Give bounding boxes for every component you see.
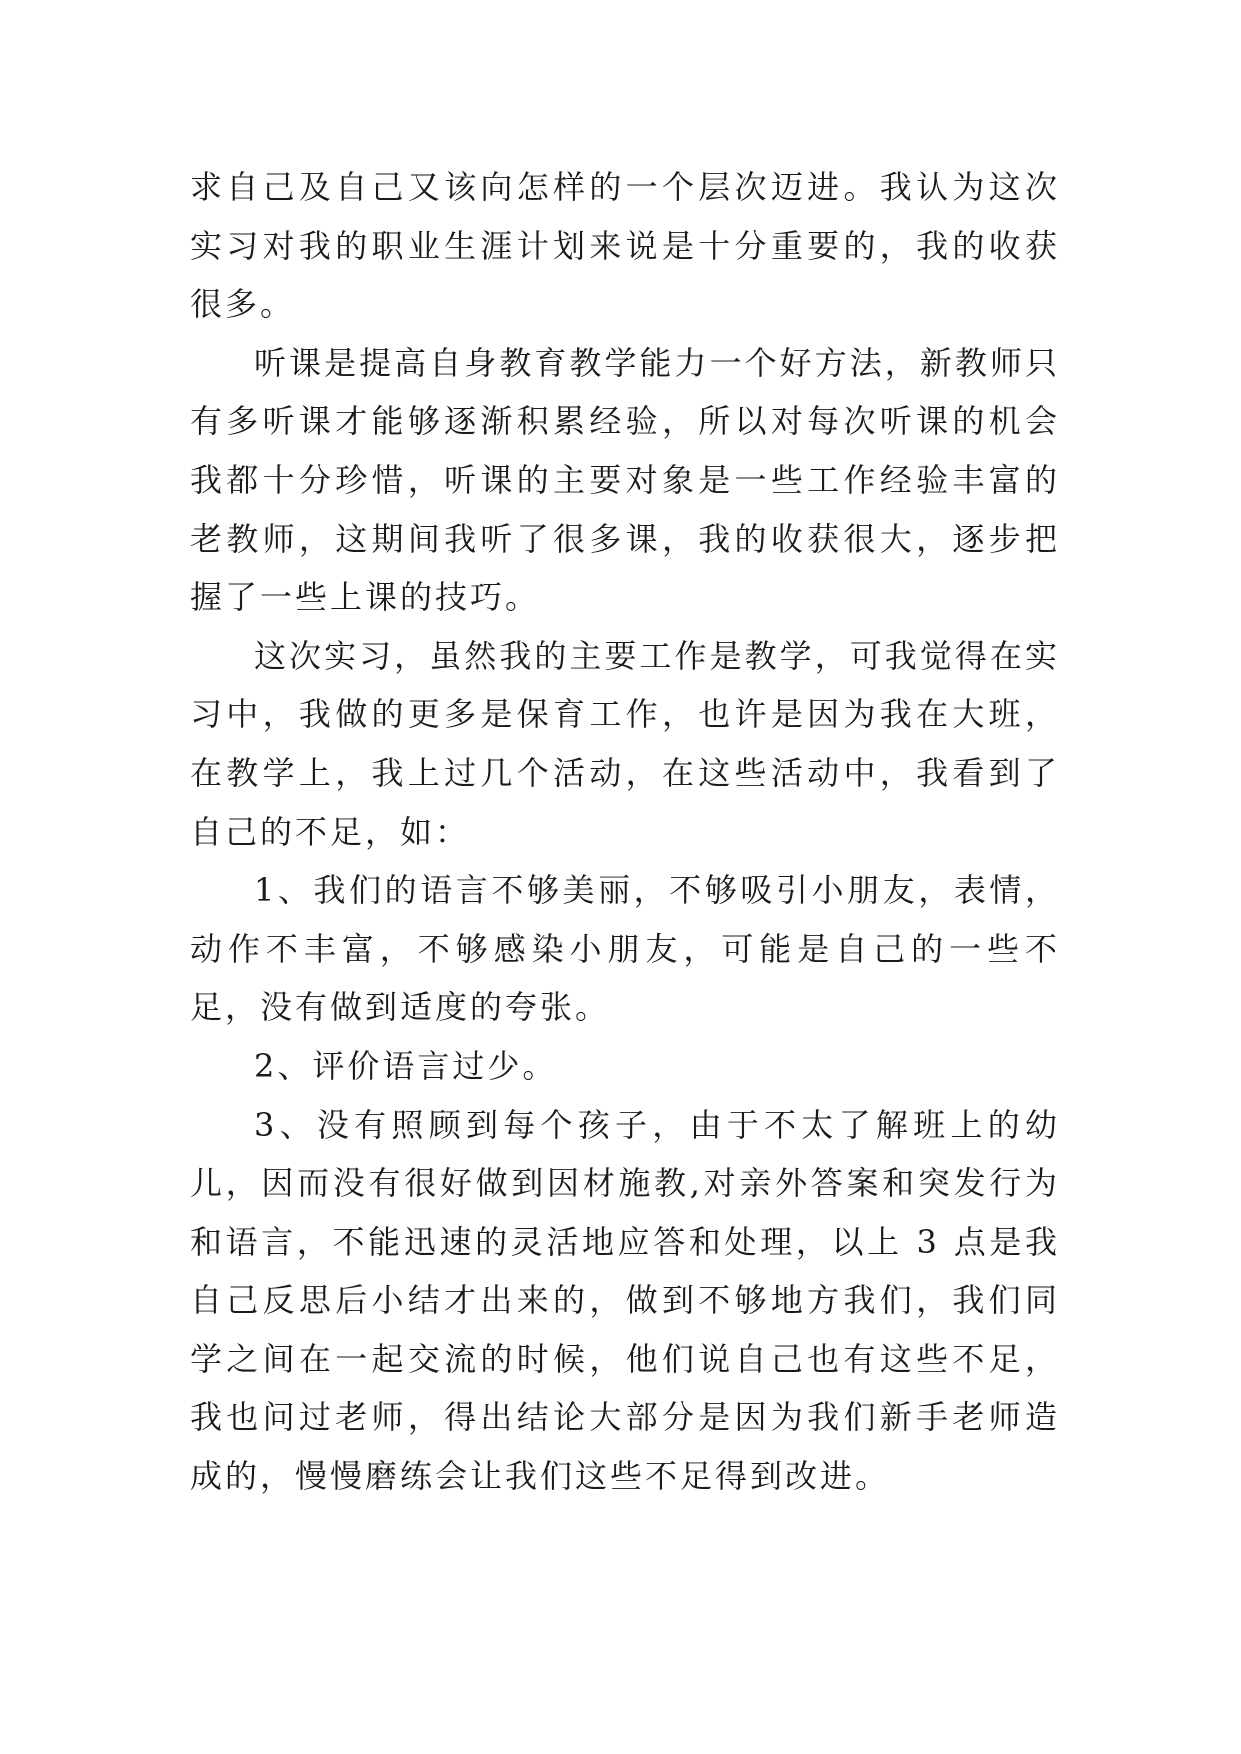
paragraph-internship: 这次实习，虽然我的主要工作是教学，可我觉得在实习中，我做的更多是保育工作，也许是因为我在大班，在教学上，我上过几个活动，在这些活动中，我看到了自己的不足，如：	[190, 636, 1060, 851]
list-item-2: 2、评价语言过少。	[254, 1046, 558, 1085]
list-item-3: 3、没有照顾到每个孩子，由于不太了解班上的幼儿，因而没有很好做到因材施教,对亲外答案和突发行为和语言，不能迅速的灵活地应答和处理，以上 3 点是我自己反思后小结才出来的，做到不够地方我们，我们同学之间在一起交流的时候，他们说自己也有这些不足，我也问过老师，得出结论大部分是因为我们新手老师造成的，慢慢磨练会让我们这些不足得到改进。	[190, 1105, 1060, 1496]
paragraph-listening: 听课是提高自身教育教学能力一个好方法，新教师只有多听课才能够逐渐积累经验，所以对每次听课的机会我都十分珍惜，听课的主要对象是一些工作经验丰富的老教师，这期间我听了很多课，我的收获很大，逐步把握了一些上课的技巧。	[190, 343, 1060, 617]
document-body	[190, 158, 1060, 1506]
paragraph-continuation: 求自己及自己又该向怎样的一个层次迈进。我认为这次实习对我的职业生涯计划来说是十分重要的，我的收获很多。	[190, 168, 1060, 324]
list-item-1: 1、我们的语言不够美丽，不够吸引小朋友，表情，动作不丰富，不够感染小朋友，可能是自己的一些不足，没有做到适度的夸张。	[190, 871, 1060, 1027]
